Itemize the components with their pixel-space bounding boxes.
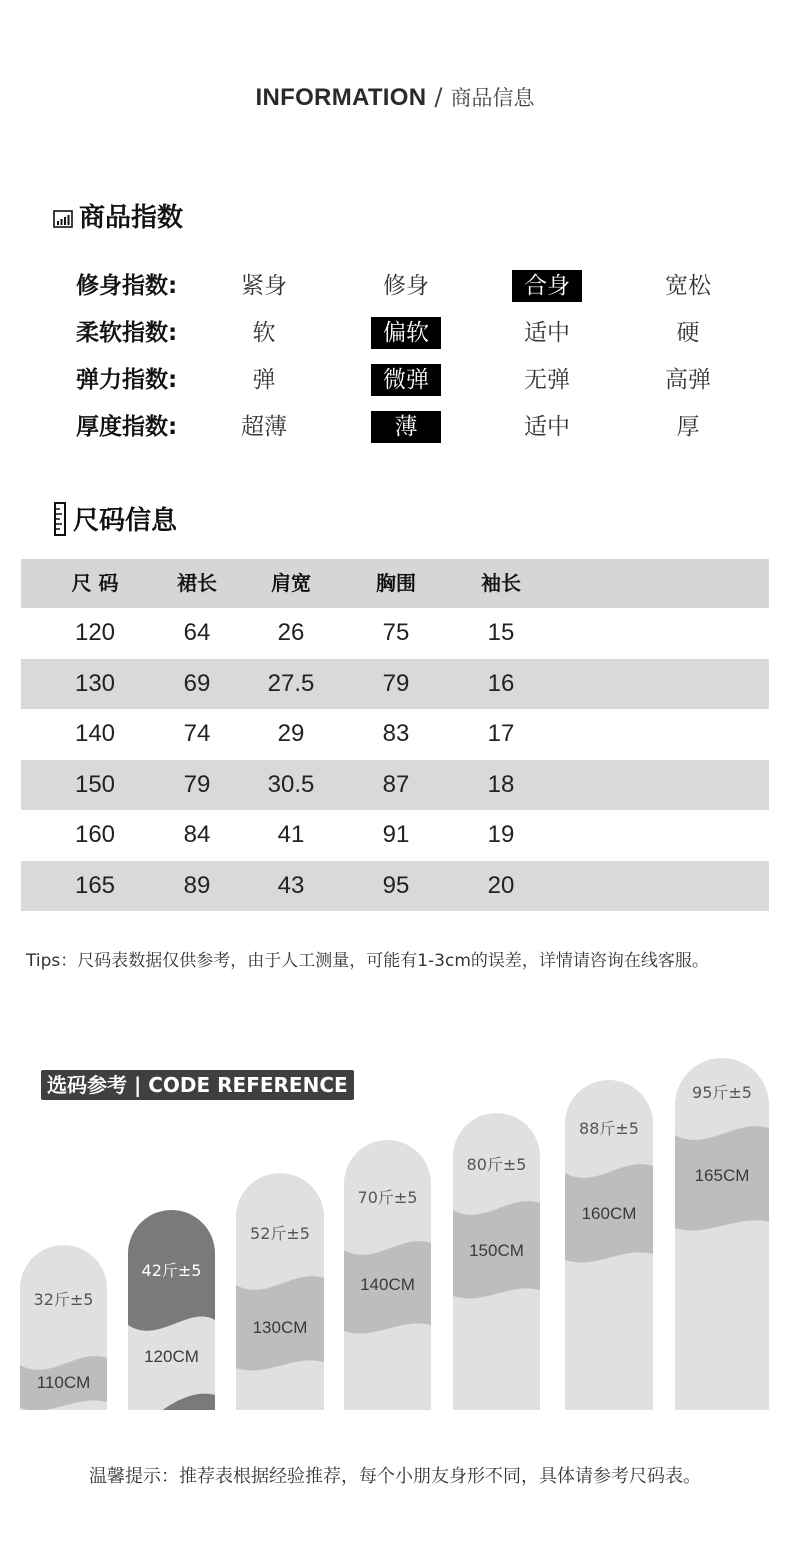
pillar-weight: 80斤±5 — [466, 1155, 527, 1174]
tips-text: Tips：尺码表数据仅供参考，由于人工测量，可能有1-3cm的误差，详情请咨询在线客服。 — [26, 951, 709, 971]
index-option: 紧身 — [241, 273, 287, 299]
index-option: 软 — [252, 320, 276, 346]
table-cell: 87 — [382, 770, 410, 798]
ruler-icon — [53, 502, 67, 536]
information-title — [0, 82, 790, 112]
title-separator: / — [434, 83, 443, 111]
table-cell: 64 — [183, 619, 211, 646]
header-sleeve: 袖长 — [481, 571, 521, 595]
index-option: 宽松 — [665, 273, 711, 299]
index-row — [0, 409, 790, 445]
index-label: 柔软指数: — [76, 320, 178, 346]
table-cell: 91 — [382, 821, 410, 848]
index-label: 修身指数: — [76, 273, 178, 299]
index-option-selected: 偏软 — [371, 317, 441, 349]
table-cell: 41 — [277, 821, 305, 848]
table-cell: 30.5 — [267, 770, 315, 798]
bar-chart-icon — [53, 206, 73, 226]
pillar-height: 160CM — [581, 1204, 637, 1223]
table-cell: 130 — [74, 669, 116, 697]
pillar-height: 140CM — [360, 1275, 415, 1294]
table-cell: 27.5 — [267, 669, 315, 697]
size-info-heading — [53, 500, 177, 537]
index-option-selected: 微弹 — [371, 364, 441, 396]
product-index-title: 商品指数 — [79, 203, 184, 233]
table-cell: 74 — [183, 720, 211, 747]
pillar-weight: 32斤±5 — [33, 1290, 94, 1309]
table-cell: 19 — [487, 821, 515, 848]
footer-tip: 温馨提示：推荐表根据经验推荐，每个小朋友身形不同，具体请参考尺码表。 — [89, 1466, 701, 1487]
table-row — [21, 608, 769, 659]
pillar-height: 150CM — [469, 1241, 524, 1260]
table-row — [21, 861, 769, 912]
pillar-height: 130CM — [252, 1318, 308, 1337]
product-index-heading — [53, 197, 183, 234]
index-option-selected: 薄 — [371, 411, 441, 443]
pillar-body — [675, 1058, 769, 1410]
index-option: 高弹 — [665, 367, 711, 393]
table-cell: 18 — [487, 770, 515, 798]
index-row — [0, 315, 790, 351]
pillar-weight: 95斤±5 — [692, 1083, 752, 1102]
pillar-height: 110CM — [36, 1373, 91, 1392]
table-cell: 17 — [487, 720, 515, 747]
index-option: 无弹 — [524, 367, 570, 393]
size-pillar — [128, 1210, 215, 1410]
size-info-title: 尺码信息 — [73, 506, 178, 536]
table-row — [21, 810, 769, 861]
header-chest: 胸围 — [376, 571, 416, 595]
index-label: 弹力指数: — [76, 367, 178, 393]
table-cell: 83 — [382, 720, 410, 747]
index-option: 超薄 — [241, 414, 287, 440]
information-title-en: INFORMATION — [255, 84, 427, 111]
size-table-header — [21, 559, 769, 608]
table-cell: 26 — [277, 619, 305, 646]
table-cell: 79 — [382, 669, 410, 697]
size-pillar — [236, 1173, 324, 1410]
index-option: 厚 — [676, 414, 700, 440]
table-cell: 150 — [74, 770, 116, 798]
table-cell: 160 — [74, 821, 116, 848]
pillar-height: 120CM — [144, 1347, 199, 1366]
table-cell: 29 — [277, 720, 305, 747]
table-cell: 75 — [382, 619, 410, 646]
table-row — [21, 659, 769, 710]
table-cell: 79 — [183, 770, 211, 798]
index-option-selected: 合身 — [512, 270, 582, 302]
table-cell: 84 — [183, 821, 211, 848]
header-dress-length: 裙长 — [177, 571, 217, 595]
header-shoulder: 肩宽 — [271, 571, 311, 595]
table-cell: 165 — [74, 871, 116, 899]
size-pillar — [675, 1058, 769, 1410]
pillar-weight: 52斤±5 — [250, 1224, 310, 1243]
table-cell: 89 — [183, 871, 211, 899]
code-reference-badge: 选码参考 | CODE REFERENCE — [41, 1070, 354, 1100]
table-row — [21, 760, 769, 811]
index-option: 适中 — [524, 320, 570, 346]
index-option: 弹 — [252, 367, 276, 393]
table-cell: 16 — [487, 669, 515, 697]
size-table — [21, 559, 769, 911]
index-label: 厚度指数: — [76, 414, 178, 440]
table-cell: 140 — [74, 720, 116, 747]
index-option: 硬 — [676, 320, 700, 346]
table-cell: 120 — [74, 619, 116, 646]
index-row — [0, 268, 790, 304]
index-row — [0, 362, 790, 398]
pillar-weight: 42斤±5 — [141, 1261, 202, 1280]
table-cell: 15 — [487, 619, 515, 646]
table-row — [21, 709, 769, 760]
pillar-weight: 70斤±5 — [357, 1188, 418, 1207]
table-cell: 43 — [277, 871, 305, 899]
header-size: 尺 码 — [71, 571, 119, 595]
index-option: 修身 — [383, 273, 429, 299]
index-option: 适中 — [524, 414, 570, 440]
table-cell: 69 — [183, 669, 211, 697]
table-cell: 20 — [487, 871, 515, 899]
information-title-cn: 商品信息 — [450, 86, 535, 110]
pillar-weight: 88斤±5 — [579, 1119, 639, 1138]
pillar-height: 165CM — [694, 1166, 750, 1185]
table-cell: 95 — [382, 871, 410, 899]
